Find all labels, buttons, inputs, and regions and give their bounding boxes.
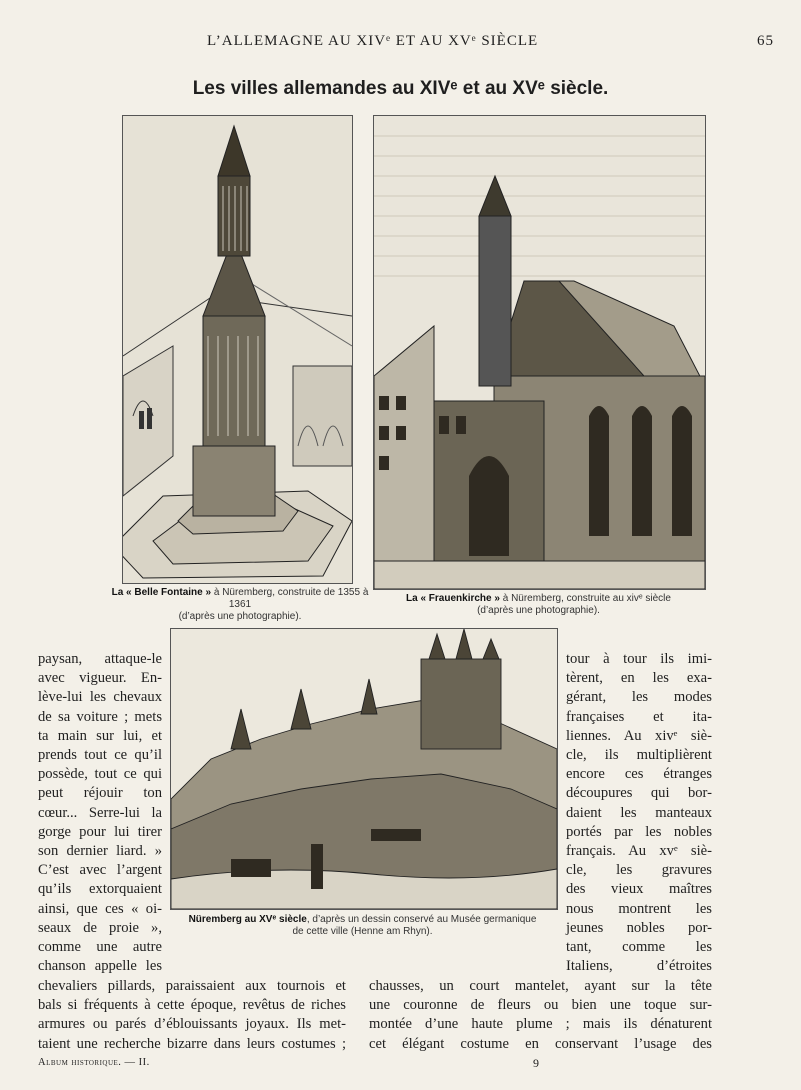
text-line: possède, tout ce qui (38, 766, 162, 783)
text-line: peut réjouir ton (38, 785, 162, 802)
text-line: tèrent, en les exa- (566, 670, 712, 687)
caption-source: de cette ville (Henne am Rhyn). (292, 926, 433, 937)
page-number: 65 (757, 33, 774, 49)
section-title: Les villes allemandes au XIVᵉ et au XVᵉ siècle. (192, 78, 609, 99)
text-line: nous montrent les (566, 900, 712, 917)
text-line: françaises et ita- (566, 708, 712, 725)
caption-frauenkirche (370, 593, 707, 617)
caption-text: à Nüremberg, construite au xivᵉ siècle (499, 593, 671, 604)
text-line: liennes. Au xivᵉ siè- (566, 727, 712, 744)
text-line: de sa voiture ; mets (38, 708, 162, 725)
text-line: armures ou parés d’éblouissants joyaux. Ils met- (38, 1016, 346, 1033)
text-line: tour à tour ils imi- (566, 651, 712, 667)
text-line: jeunes nobles por- (566, 919, 712, 936)
running-head-title: L’ALLEMAGNE AU XIVᵉ ET AU XVᵉ SIÈCLE (207, 33, 539, 49)
signature-line: Album historique. — II. (38, 1057, 150, 1068)
text-line: daient les manteaux (566, 804, 712, 821)
text-line: une couronne de fleurs ou bien une toque sur- (369, 997, 712, 1014)
caption-bold: La « Frauenkirche » (406, 593, 500, 604)
text-line: ta main sur lui, et (38, 727, 162, 744)
caption-text: , d’après un dessin conservé au Musée germanique (306, 914, 537, 925)
text-line: C’est avec l’argent (38, 862, 162, 879)
text-line: montée d’une haute plume ; mais ils dénaturent (369, 1016, 712, 1033)
fountain-illustration (123, 116, 352, 583)
caption-source: (d’après une photographie). (477, 605, 600, 616)
text-line: cet élégant costume en conservant l’usage des (369, 1035, 712, 1052)
text-line: cle, les gravures (566, 862, 712, 879)
text-line: Italiens, d’étroites (566, 958, 712, 975)
text-line: découpures qui bor- (566, 785, 712, 802)
text-line: son dernier liard. » (38, 843, 162, 860)
text-line: des vieux maîtres (566, 881, 712, 898)
caption-bold: Nüremberg au XVᵉ siècle (188, 914, 307, 925)
text-line: prends tout ce qu’il (38, 747, 162, 764)
text-line: chausses, un court mantelet, ayant sur la tête (369, 978, 712, 994)
figure-belle-fontaine (122, 115, 353, 584)
text-right-column (566, 650, 712, 976)
text-line: ainsi, que ces « oi- (38, 900, 162, 917)
text-line: comme une autre (38, 939, 162, 956)
figure-frauenkirche (373, 115, 706, 590)
text-line: paysan, attaque-le (38, 651, 162, 667)
text-line: taient une recherche bizarre dans leurs costumes ; (38, 1035, 346, 1052)
text-line: gérant, les modes (566, 689, 712, 706)
caption-text: à Nüremberg, construite de 1355 à 1361 (211, 587, 369, 610)
caption-bold: La « Belle Fontaine » (111, 587, 212, 598)
caption-belle-fontaine (100, 587, 380, 623)
text-line: français. Au xvᵉ siè- (566, 843, 712, 860)
caption-nuremberg (165, 914, 560, 938)
text-line: tant, comme les (566, 939, 712, 956)
text-bottom-right (369, 977, 712, 1054)
text-line: seaux de proie », (38, 919, 162, 936)
city-illustration (171, 629, 557, 909)
text-line: avec vigueur. En- (38, 670, 162, 687)
church-illustration (374, 116, 705, 589)
text-line: qu’ils extorquaient (38, 881, 162, 898)
text-line: gorge pour lui tirer (38, 823, 162, 840)
text-left-column (38, 650, 162, 976)
text-line: chevaliers pillards, paraissaient aux tournois et (38, 978, 346, 994)
text-line: lève-lui les chevaux (38, 689, 162, 706)
figure-nuremberg-view (170, 628, 558, 910)
signature-number: 9 (533, 1056, 539, 1070)
caption-source: (d’après une photographie). (178, 611, 302, 622)
text-line: cœur... Serre-lui la (38, 804, 162, 821)
text-line: portés par les nobles (566, 823, 712, 840)
text-bottom-left (38, 977, 346, 1054)
text-line: bals si fréquents à cette époque, revêtus de riches (38, 997, 346, 1014)
text-line: cle, ils multiplièrent (566, 747, 712, 764)
text-line: encore ces étranges (566, 766, 712, 783)
text-line: chanson appelle les (38, 958, 162, 975)
